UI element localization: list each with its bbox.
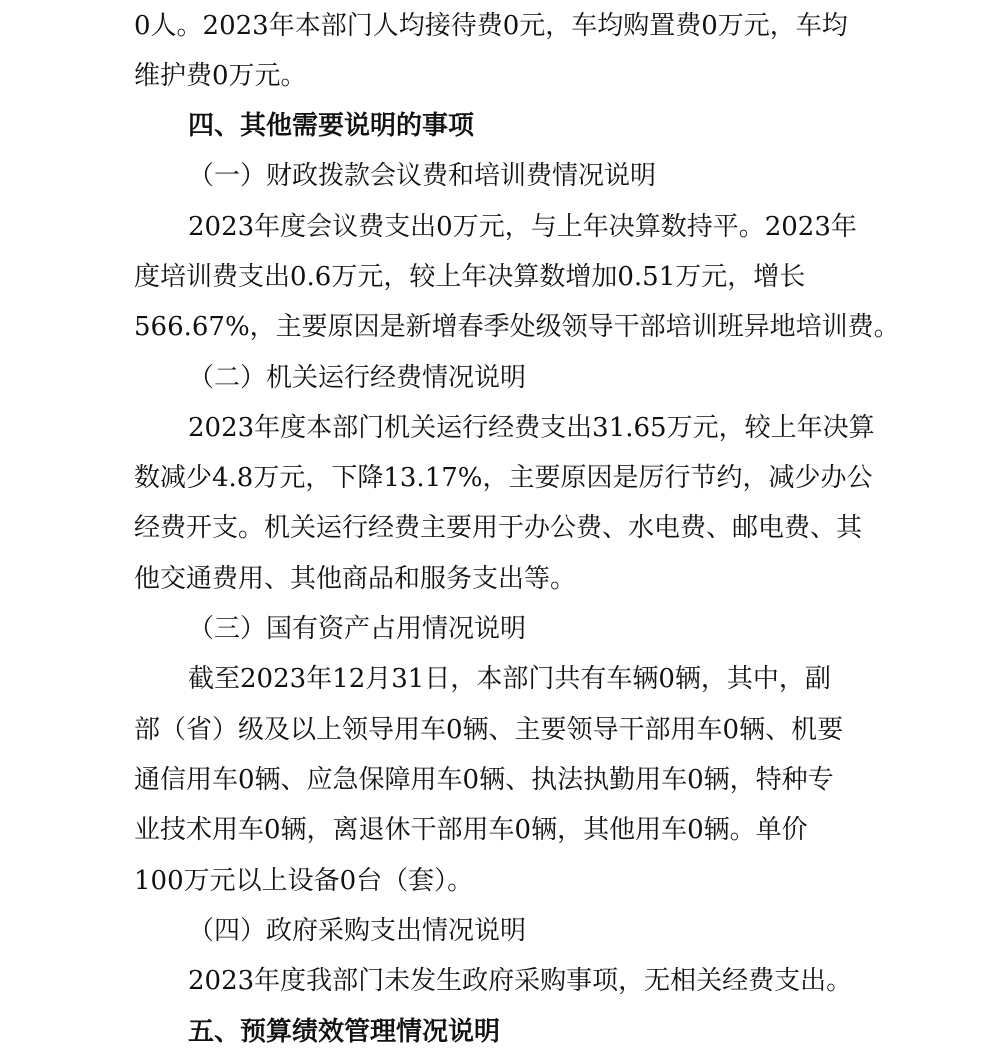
body-text-line: 566.67%，主要原因是新增春季处级领导干部培训班异地培训费。 <box>134 312 900 342</box>
body-text-line: 度培训费支出0.6万元，较上年决算数增加0.51万元，增长 <box>134 262 806 292</box>
section-heading: 五、预算绩效管理情况说明 <box>188 1017 501 1047</box>
body-text-line: 截至2023年12月31日，本部门共有车辆0辆，其中，副 <box>188 664 831 694</box>
subsection-heading: （二）机关运行经费情况说明 <box>188 363 527 393</box>
body-text-line: 维护费0万元。 <box>134 61 307 91</box>
body-text-line: 经费开支。机关运行经费主要用于办公费、水电费、邮电费、其 <box>134 513 863 543</box>
body-text-line: 他交通费用、其他商品和服务支出等。 <box>134 564 577 594</box>
body-text-line: 0人。2023年本部门人均接待费0元，车均购置费0万元，车均 <box>134 11 848 41</box>
body-text-line: 数减少4.8万元，下降13.17%，主要原因是厉行节约，减少办公 <box>134 463 873 493</box>
body-text-line: 业技术用车0辆，离退休干部用车0辆，其他用车0辆。单价 <box>134 815 808 845</box>
subsection-heading: （四）政府采购支出情况说明 <box>188 916 527 946</box>
body-text-line: 2023年度会议费支出0万元，与上年决算数持平。2023年 <box>188 212 857 242</box>
body-text-line: 通信用车0辆、应急保障用车0辆、执法执勤用车0辆，特种专 <box>134 765 834 795</box>
section-heading: 四、其他需要说明的事项 <box>188 111 475 141</box>
subsection-heading: （三）国有资产占用情况说明 <box>188 614 527 644</box>
body-text-line: 100万元以上设备0台（套）。 <box>134 866 474 896</box>
body-text-line: 2023年度本部门机关运行经费支出31.65万元，较上年决算 <box>188 413 875 443</box>
subsection-heading: （一）财政拨款会议费和培训费情况说明 <box>188 161 657 191</box>
body-text-line: 2023年度我部门未发生政府采购事项，无相关经费支出。 <box>188 966 853 996</box>
body-text-line: 部（省）级及以上领导用车0辆、主要领导干部用车0辆、机要 <box>134 715 844 745</box>
